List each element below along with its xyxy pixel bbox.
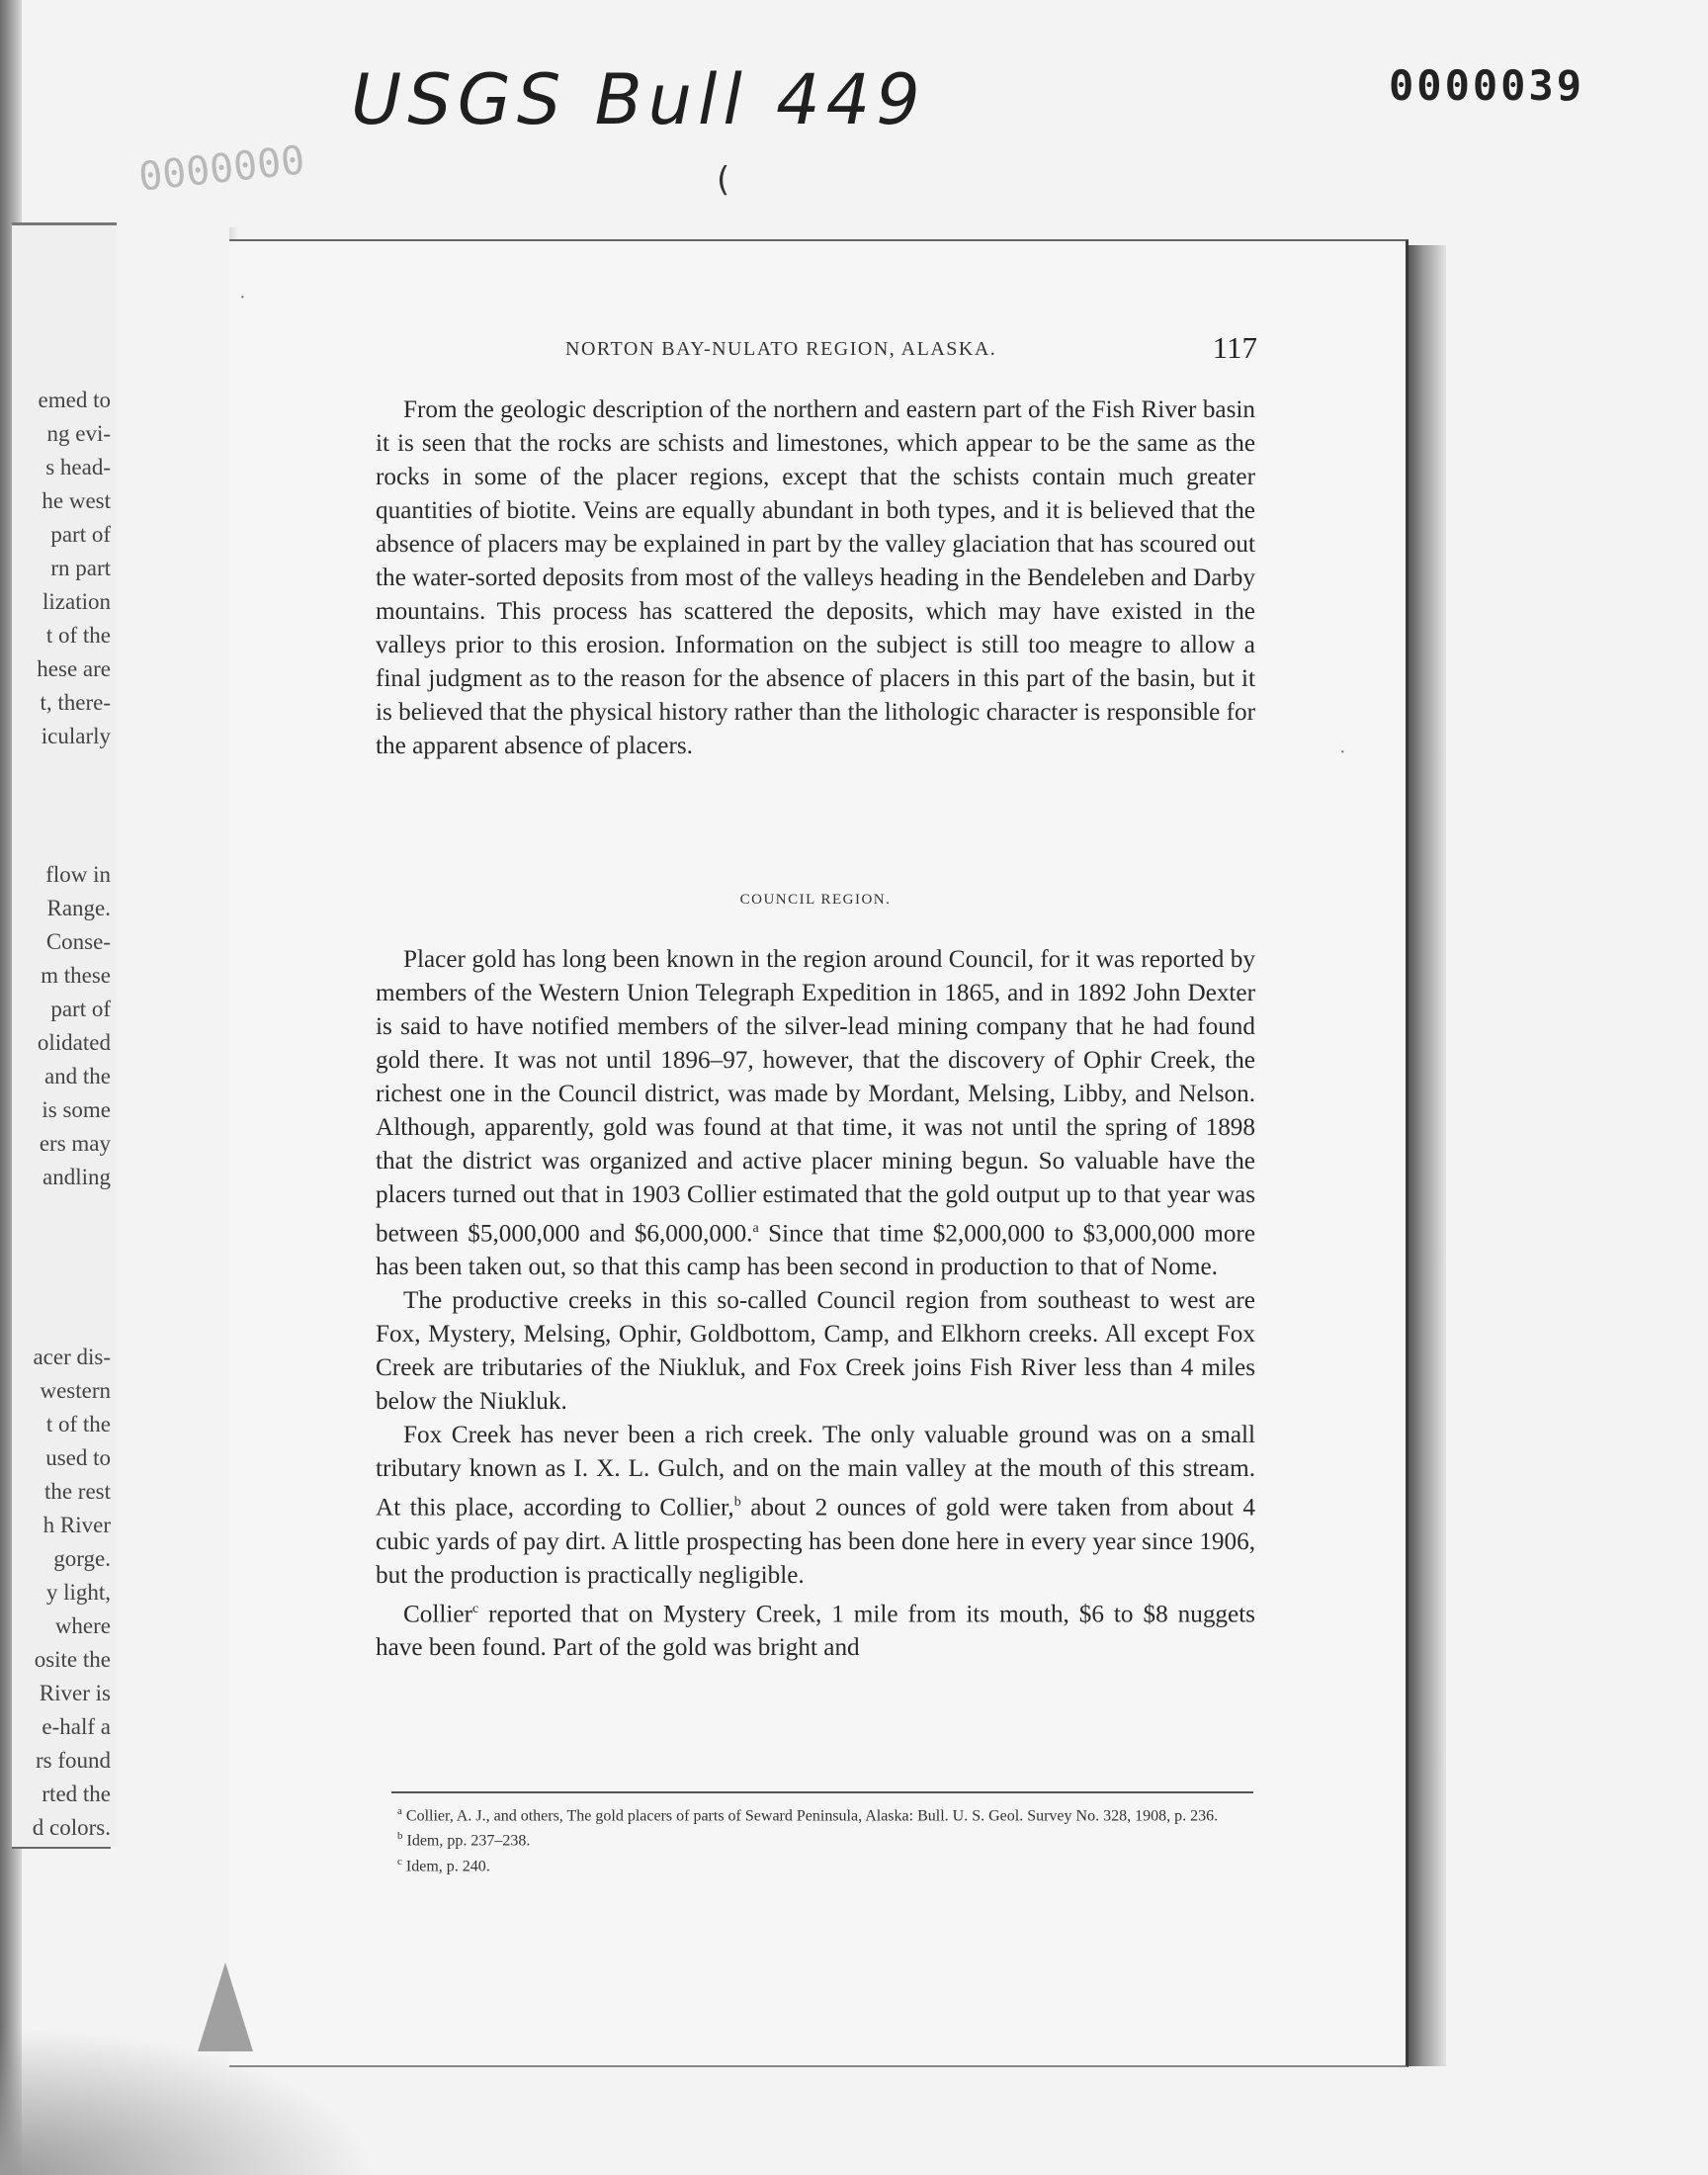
scan-artifact [198, 1962, 253, 2051]
left-page-line: rted the [42, 1782, 111, 1806]
footnote-mark: a [397, 1805, 402, 1817]
handwritten-mark: ( [717, 160, 730, 200]
footnote-text: Idem, pp. 237–238. [406, 1832, 531, 1850]
left-page-line: icularly [41, 724, 111, 748]
left-page-line: Conse- [45, 929, 111, 954]
left-page-line: rn part [50, 556, 111, 580]
paragraph: From the geologic description of the northern and eastern part of the Fish River basin it is seen that the rocks are schists and limestones, which appear to be the same as the rocks in some of the placer regions, except that the schists contain much greater quantities of biotite. Veins are equally abundant in both types, and it is believed that the absence of placers may be explained in part by the valley glaciation that has scoured out the water-sorted deposits from most of the valleys heading in the Bendeleben and Darby mountains. This process has scattered the deposits, which may have existed in the valleys prior to this erosion. Information on the subject is still too meagre to allow a final judgment as to the reason for the absence of placers in this part of the basin, but it is believed that the physical history rather than the lithologic character is responsible for the apparent absence of placers. [376, 396, 1255, 759]
left-page-line: t of the [45, 623, 111, 648]
left-page-line: acer dis- [33, 1345, 111, 1369]
left-page-line: m these [41, 963, 111, 988]
left-page-line: t of the [45, 1412, 111, 1436]
paragraph-text: Fox Creek has never been a rich creek. The only valuable ground was on a small tributary known as I. X. L. Gulch, and on the main valley at the mouth of this stream. At this place, according to Collier, [376, 1422, 1255, 1522]
footnotes [376, 1801, 1255, 1876]
left-page-line: part of [50, 522, 111, 547]
footnote-ref: c [471, 1601, 479, 1616]
left-page-line: hese are [37, 656, 111, 681]
left-page-line: t, there- [40, 690, 111, 715]
left-page-line: and the [43, 1064, 111, 1088]
left-page-line: h River [43, 1513, 111, 1537]
left-page-lines-bottom [33, 1341, 111, 1845]
document-stamp-number: 0000039 [1389, 61, 1585, 110]
paragraph [376, 943, 1255, 1284]
paragraph [376, 1593, 1255, 1665]
left-page-line: River is [39, 1681, 111, 1705]
scan-speck: · [239, 287, 246, 308]
footnote-text: Collier, A. J., and others, The gold placers of parts of Seward Peninsula, Alaska: Bull. U. S. Geol. Survey No. 328, 1908, p. 236. [405, 1807, 1219, 1825]
left-page-line: lization [43, 589, 111, 614]
left-page-line: the rest [43, 1479, 111, 1504]
paragraph-text: reported that on Mystery Creek, 1 mile from its mouth, $6 to $8 nuggets have been found. Part of the gold was bright and [376, 1601, 1255, 1662]
footnote-mark: c [397, 1855, 402, 1868]
footnote-ref: b [733, 1495, 741, 1511]
left-page-line: western [40, 1378, 111, 1403]
left-page-line: d colors. [32, 1815, 111, 1840]
footnote [376, 1852, 1255, 1876]
left-page-line: s head- [45, 455, 111, 479]
footnote [376, 1801, 1255, 1826]
left-page-line: part of [50, 997, 111, 1021]
left-page-line: he west [42, 488, 111, 513]
left-page-line: e-half a [42, 1714, 111, 1739]
body-text-intro [376, 393, 1255, 763]
left-page-footnote-rule [12, 1847, 111, 1849]
left-page-line: ers may [39, 1131, 111, 1156]
paragraph-text: Collier [403, 1601, 472, 1628]
left-page-line: Range. [46, 896, 111, 920]
paragraph [376, 1419, 1255, 1592]
paragraph-text: Placer gold has long been known in the region around Council, for it was reported by members of the Western Union Telegraph Expedition in 1865, and in 1892 John Dexter is said to have notified members of the silver-lead mining company that he had found gold there. It was not until 1896–97, however, that the discovery of Ophir Creek, the richest one in the Council district, was made by Mordant, Melsing, Libby, and Nelson. Although, apparently, gold was found at that time, it was not until the spring of 1898 that the district was organized and active placer mining begun. So valuable have the placers turned out that in 1903 Collier estimated that the gold output up to that year was between $5,000,000 and $6,000,000. [376, 946, 1255, 1248]
running-head [336, 330, 1257, 374]
left-page-line: andling [43, 1165, 111, 1189]
running-head-title: NORTON BAY-NULATO REGION, ALASKA. [565, 338, 997, 360]
left-page-line: where [54, 1613, 111, 1638]
left-page-line: flow in [45, 862, 111, 887]
left-page-line: ng evi- [46, 421, 111, 446]
paragraph: The productive creeks in this so-called Council region from southeast to west are Fox, Mystery, Melsing, Ophir, Goldbottom, Camp, and Elkhorn creeks. All except Fox Creek are tributaries of the Niukluk, and Fox Creek joins Fish River less than 4 miles below the Niukluk. [376, 1287, 1255, 1416]
section-heading: COUNCIL REGION. [739, 892, 892, 908]
body-text-council [376, 943, 1255, 1665]
left-page-lines-middle [38, 858, 111, 1194]
page-edge-shadow [1409, 245, 1446, 2066]
left-page-line: rs found [35, 1748, 111, 1773]
footnote-ref: a [752, 1221, 759, 1236]
left-page-line: gorge. [53, 1546, 111, 1571]
footnote-text: Idem, p. 240. [405, 1857, 490, 1874]
footnote-rule [391, 1791, 1253, 1793]
left-page-line: emed to [38, 388, 111, 412]
left-page-line: used to [45, 1445, 111, 1470]
footnote-mark: b [397, 1830, 403, 1843]
left-page-line: is some [42, 1097, 111, 1122]
paragraph-text: Since that time $2,000,000 to $3,000,000 more has been taken out, so that this camp has been second in production to that of Nome. [376, 1220, 1256, 1281]
left-page-line: y light, [45, 1580, 111, 1605]
left-page-lines-top [37, 384, 111, 753]
handwritten-title: USGS Bull 449 [351, 59, 926, 140]
footnote [376, 1826, 1255, 1851]
left-page-line: osite the [34, 1647, 111, 1672]
scan-speck: · [1339, 741, 1346, 763]
page-number: 117 [1212, 330, 1257, 365]
left-page-line: olidated [37, 1030, 111, 1055]
faint-stamp-number: 0000000 [136, 137, 307, 201]
left-page-fragment [12, 222, 117, 1847]
paragraph-text: about 2 ounces of gold were taken from about 4 cubic yards of pay dirt. A little prospecting has been done here in every year since 1906, but the production is practically negligible. [376, 1494, 1256, 1589]
